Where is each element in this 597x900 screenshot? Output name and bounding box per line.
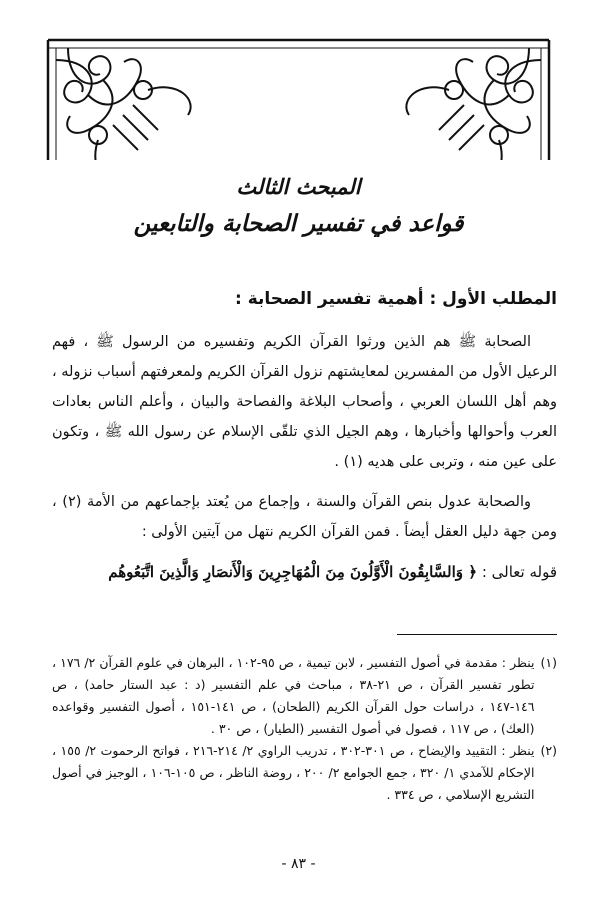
page-number: - ٨٣ - [281, 856, 316, 872]
section-heading: المطلب الأول : أهمية تفسير الصحابة : [235, 289, 557, 309]
paragraph: الصحابة ﷺ هم الذين ورثوا القرآن الكريم وتفسيره من الرسول ﷺ ، فهم الرعيل الأول من المفسرين لمعايشتهم نزول القرآن الكريم ولمعرفتهم أسباب نزوله ، وهم أهل اللسان العربي ، وأصحاب البلاغة والفصاحة والبيان ، وأعلم الناس بعادات العرب وأحوالها وأخبارها ، وهم الجيل الذي تلقّى الإسلام عن رسول الله ﷺ ، وتكون على عين منه ، وتربى على هديه (١) . [51, 334, 557, 470]
main-text [52, 285, 557, 587]
verse-text: ﴿ وَالسَّابِقُونَ الْأَوَّلُونَ مِنَ الْمُهَاجِرِينَ وَالْأَنصَارِ وَالَّذِينَ اتَّبَعُوهُم [108, 563, 478, 581]
footnote-text: ينظر : مقدمة في أصول التفسير ، لابن تيمية ، ص ٩٥-١٠٢ ، البرهان في علوم القرآن ٢/ ١٧٦ ، تطور تفسير القرآن ، ص ٢١-٣٨ ، مباحث في علم التفسير (د : عبد الستار حامد) ، ص ١٤٦-١٤٧ ، دراسات حول القرآن الكريم (الطحان) ، ص ١٤١-١٥١ ، أصول التفسير وقواعده (العك) ، ص ١١٧ ، فصول في أصول التفسير (الطيار) ، ص ٣٠ . [52, 655, 535, 736]
footnotes [52, 652, 557, 806]
verse-lead: قوله تعالى : [481, 563, 557, 581]
footnote-number: (١) [540, 655, 557, 670]
footnote [52, 740, 557, 806]
footnote-divider [397, 634, 557, 635]
chapter-titles [0, 170, 597, 244]
decorative-header-ornament [28, 20, 569, 160]
footnote-number: (٢) [540, 743, 557, 758]
quran-verse-line [52, 557, 557, 587]
chapter-title: المبحث الثالث [236, 174, 361, 199]
paragraph: والصحابة عدول بنص القرآن والسنة ، وإجماع من يُعتد بإجماعهم من الأمة (٢) ، ومن جهة دليل العقل أيضاً . فمن القرآن الكريم نتهل من آيتين الأولى : [52, 494, 557, 540]
footnote [52, 652, 557, 740]
footnote-text: ينظر : التقييد والإيضاح ، ص ٣٠١-٣٠٢ ، تدريب الراوي ٢/ ٢١٤-٢١٦ ، فواتح الرحموت ٢/ ١٥٥ ، الإحكام للآمدي ١/ ٣٢٠ ، جمع الجوامع ٢/ ٢٠٠ ، روضة الناظر ، ص ١٠٥-١٠٦ ، الوجيز في أصول التشريع الإسلامي ، ص ٣٣٤ . [52, 743, 535, 802]
chapter-subtitle: قواعد في تفسير الصحابة والتابعين [133, 210, 464, 237]
